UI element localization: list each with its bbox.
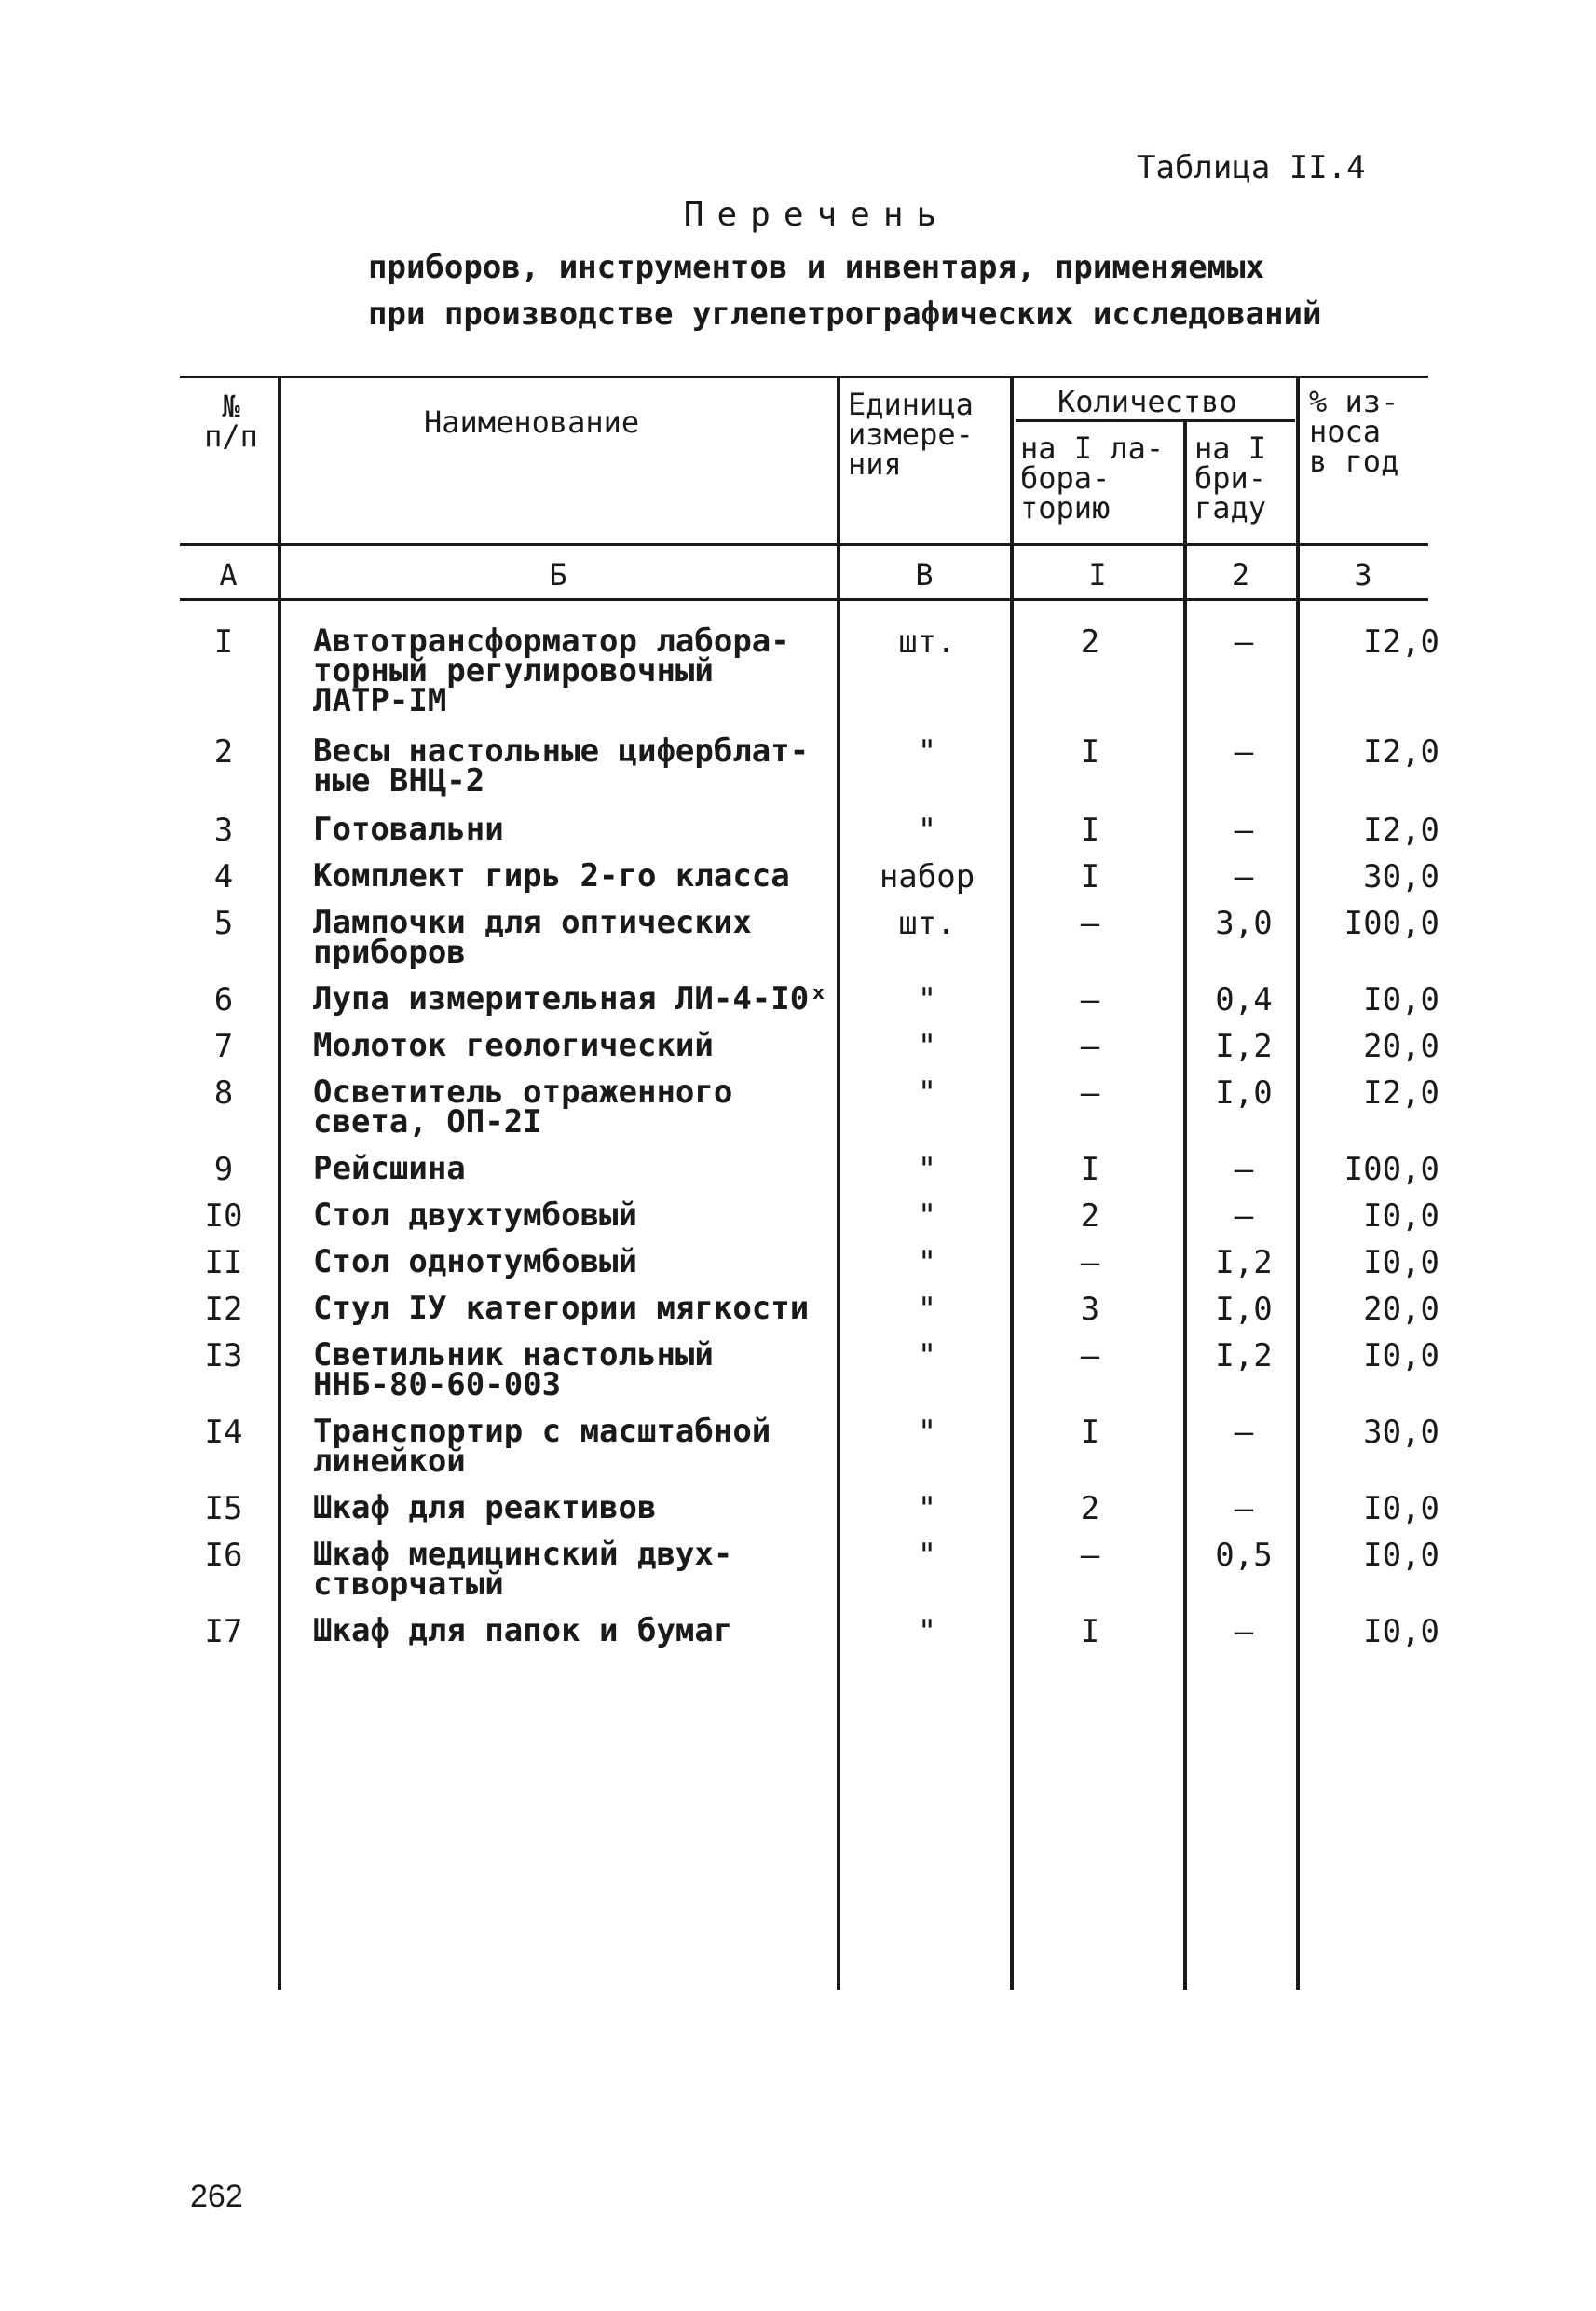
row-q-lab: I: [1080, 733, 1100, 771]
row-wear: I0,0: [1363, 1490, 1439, 1527]
row-num: I7: [204, 1613, 243, 1650]
row-q-lab: –: [1080, 1074, 1100, 1112]
row-num: II: [204, 1244, 243, 1281]
row-wear: I0,0: [1363, 1337, 1439, 1374]
header-name: Наименование: [424, 404, 640, 440]
row-name: Транспортир с масштабной линейкой: [313, 1413, 771, 1480]
row-name: Стол однотумбовый: [313, 1243, 637, 1280]
letters-bottom-rule: [180, 598, 1428, 601]
document-title: Перечень: [683, 196, 950, 234]
row-num: 8: [213, 1074, 234, 1112]
row-name: Готовальни: [313, 811, 504, 848]
row-wear: I0,0: [1363, 981, 1439, 1019]
quantity-underline: [1016, 419, 1295, 422]
subtitle-line-2: при производстве углепетрографических исследований: [368, 295, 1322, 333]
row-num: I6: [204, 1537, 243, 1574]
row-name: Шкаф медицинский двух- створчатый: [313, 1536, 733, 1603]
row-unit: ": [917, 1291, 937, 1328]
header-bottom-rule: [180, 543, 1428, 546]
subtitle-line-1: приборов, инструментов и инвентаря, применяемых: [368, 249, 1265, 286]
row-wear: I2,0: [1363, 812, 1439, 849]
row-q-lab: –: [1080, 1028, 1100, 1065]
row-q-brigade: –: [1234, 623, 1254, 661]
row-unit: шт.: [898, 623, 956, 661]
document-subtitle: [368, 244, 1322, 337]
col-letter-a: А: [219, 557, 238, 593]
row-q-lab: I: [1080, 858, 1100, 896]
column-divider-2: [837, 377, 840, 1990]
row-wear: I0,0: [1363, 1613, 1439, 1650]
row-unit: ": [917, 1197, 937, 1235]
row-wear: I2,0: [1363, 623, 1439, 661]
header-num: № п/п: [204, 389, 258, 454]
row-wear: I0,0: [1363, 1197, 1439, 1235]
row-unit: ": [917, 1537, 937, 1574]
row-q-lab: –: [1080, 1244, 1100, 1281]
row-q-brigade: I,0: [1215, 1291, 1273, 1328]
row-num: 6: [213, 981, 234, 1019]
col-letter-1: I: [1088, 557, 1107, 593]
row-wear: I00,0: [1344, 905, 1439, 942]
row-q-brigade: –: [1234, 812, 1254, 849]
column-divider-1: [278, 377, 281, 1990]
header-q-lab: на I ла- бора- торию: [1020, 431, 1165, 526]
column-divider-4: [1183, 420, 1187, 1990]
row-num: 3: [213, 812, 234, 849]
row-name: Автотрансформатор лабора- торный регулировочный ЛАТР-IМ: [313, 622, 790, 719]
row-q-brigade: 0,4: [1215, 981, 1273, 1019]
row-unit: ": [917, 1613, 937, 1650]
row-q-lab: –: [1080, 981, 1100, 1019]
row-num: 7: [213, 1028, 234, 1065]
row-unit: ": [917, 1337, 937, 1374]
col-letter-2: 2: [1231, 557, 1250, 593]
row-unit: ": [917, 1151, 937, 1188]
row-name: Осветитель отраженного света, ОП-2I: [313, 1073, 733, 1141]
row-q-brigade: –: [1234, 733, 1254, 771]
row-num: I3: [204, 1337, 243, 1374]
row-name: Весы настольные циферблат- ные ВНЦ-2: [313, 732, 810, 800]
row-unit: шт.: [898, 905, 956, 942]
row-wear: 20,0: [1363, 1028, 1439, 1065]
row-name: Комплект гирь 2-го класса: [313, 857, 790, 895]
row-name: Шкаф для реактивов: [313, 1489, 657, 1526]
row-unit: ": [917, 812, 937, 849]
row-name: Лампочки для оптических приборов: [313, 904, 752, 971]
row-q-brigade: –: [1234, 1613, 1254, 1650]
row-unit: набор: [879, 858, 975, 896]
row-q-lab: –: [1080, 1537, 1100, 1574]
row-q-brigade: I,2: [1215, 1028, 1273, 1065]
row-q-brigade: 0,5: [1215, 1537, 1273, 1574]
row-q-brigade: I,0: [1215, 1074, 1273, 1112]
row-num: 9: [213, 1151, 234, 1188]
row-q-brigade: 3,0: [1215, 905, 1273, 942]
row-wear: I2,0: [1363, 1074, 1439, 1112]
row-q-lab: 3: [1080, 1291, 1100, 1328]
row-wear: I0,0: [1363, 1537, 1439, 1574]
row-name: Стул IУ категории мягкости: [313, 1290, 810, 1327]
row-wear: I00,0: [1344, 1151, 1439, 1188]
row-num: I2: [204, 1291, 243, 1328]
row-name: Шкаф для папок и бумаг: [313, 1612, 733, 1649]
page-number: 262: [190, 2179, 243, 2214]
row-name: Светильник настольный ННБ-80-60-003: [313, 1336, 714, 1403]
row-q-lab: 2: [1080, 1197, 1100, 1235]
col-letter-b: Б: [549, 557, 567, 593]
row-wear: I2,0: [1363, 733, 1439, 771]
row-num: 5: [213, 905, 234, 942]
row-unit: ": [917, 1414, 937, 1451]
row-q-lab: I: [1080, 1414, 1100, 1451]
row-num: I4: [204, 1414, 243, 1451]
row-unit: ": [917, 1490, 937, 1527]
row-unit: ": [917, 1244, 937, 1281]
row-q-brigade: –: [1234, 1414, 1254, 1451]
col-letter-3: 3: [1354, 557, 1372, 593]
row-unit: ": [917, 1028, 937, 1065]
row-q-lab: I: [1080, 812, 1100, 849]
row-q-brigade: –: [1234, 1151, 1254, 1188]
row-wear: 30,0: [1363, 858, 1439, 896]
row-unit: ": [917, 981, 937, 1019]
row-unit: ": [917, 1074, 937, 1112]
row-wear: 20,0: [1363, 1291, 1439, 1328]
row-num: I0: [204, 1197, 243, 1235]
row-q-brigade: –: [1234, 858, 1254, 896]
row-num: I: [213, 623, 234, 661]
col-letter-v: В: [915, 557, 934, 593]
row-name: Лупа измерительная ЛИ-4-I0ˣ: [313, 980, 828, 1018]
row-q-brigade: –: [1234, 1197, 1254, 1235]
row-num: 4: [213, 858, 234, 896]
table-reference: Таблица II.4: [1137, 149, 1366, 186]
header-quantity: Количество: [1057, 384, 1237, 419]
row-q-brigade: I,2: [1215, 1337, 1273, 1374]
row-name: Рейсшина: [313, 1150, 466, 1187]
header-unit: Единица измере- ния: [848, 387, 974, 482]
row-q-brigade: –: [1234, 1490, 1254, 1527]
row-name: Молоток геологический: [313, 1027, 714, 1064]
row-num: I5: [204, 1490, 243, 1527]
row-q-lab: –: [1080, 905, 1100, 942]
row-wear: 30,0: [1363, 1414, 1439, 1451]
header-q-brigade: на I бри- гаду: [1194, 431, 1267, 526]
table-top-rule: [180, 376, 1428, 378]
row-q-lab: I: [1080, 1613, 1100, 1650]
row-num: 2: [213, 733, 234, 771]
row-name: Стол двухтумбовый: [313, 1197, 637, 1234]
row-unit: ": [917, 733, 937, 771]
row-q-lab: –: [1080, 1337, 1100, 1374]
row-q-lab: I: [1080, 1151, 1100, 1188]
row-q-lab: 2: [1080, 623, 1100, 661]
header-wear: % из- носа в год: [1309, 384, 1399, 479]
row-q-brigade: I,2: [1215, 1244, 1273, 1281]
row-wear: I0,0: [1363, 1244, 1439, 1281]
row-q-lab: 2: [1080, 1490, 1100, 1527]
